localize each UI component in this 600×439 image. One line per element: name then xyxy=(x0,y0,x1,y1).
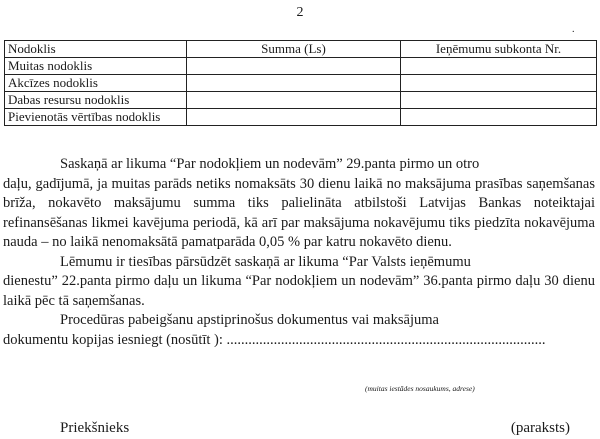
paragraph-late-payment xyxy=(3,155,595,253)
table-row xyxy=(5,58,597,75)
paragraph-first-line: Procedūras pabeigšanu apstiprinošus dokumentus vai maksājuma xyxy=(60,312,439,328)
tax-table xyxy=(4,40,597,126)
header-tax: Nodoklis xyxy=(5,41,187,58)
address-caption: (muitas iestādes nosaukums, adrese) xyxy=(365,384,475,393)
tax-table-header xyxy=(5,41,597,58)
paragraph-appeal xyxy=(3,253,595,312)
subaccount-cell[interactable] xyxy=(401,58,597,75)
signature-row xyxy=(60,420,570,437)
submit-documents-text: dokumentu kopijas iesniegt (nosūtīt ): xyxy=(3,331,223,348)
amount-cell[interactable] xyxy=(187,58,401,75)
signature-label: (paraksts) xyxy=(510,420,570,436)
header-amount: Summa (Ls) xyxy=(187,41,401,58)
tax-name: Akcīzes nodoklis xyxy=(5,75,187,92)
paragraph-first-line: Lēmumu ir tiesības pārsūdzēt saskaņā ar likuma “Par Valsts ieņēmumu xyxy=(60,253,471,270)
subaccount-cell[interactable] xyxy=(401,109,597,126)
signatory-title: Priekšnieks xyxy=(60,420,130,436)
table-row xyxy=(5,109,597,126)
address-fill-line[interactable]: ........................................................................................ xyxy=(226,331,546,348)
amount-cell[interactable] xyxy=(187,92,401,109)
amount-cell[interactable] xyxy=(187,75,401,92)
page-number: 2 xyxy=(296,5,304,20)
header-subaccount: Ieņēmumu subkonta Nr. xyxy=(401,41,597,58)
corner-mark: . xyxy=(572,24,575,35)
table-row xyxy=(5,75,597,92)
subaccount-cell[interactable] xyxy=(401,75,597,92)
paragraph-documents xyxy=(3,311,595,350)
tax-name: Pievienotās vērtības nodoklis xyxy=(5,109,187,126)
amount-cell[interactable] xyxy=(187,109,401,126)
paragraph-continuation: dienestu” 22.panta pirmo daļu un likuma “Par nodokļiem un nodevām” 36.panta pirmo daļu 30 dienu laikā pēc tā saņemšanas. xyxy=(3,273,595,309)
subaccount-cell[interactable] xyxy=(401,92,597,109)
table-row xyxy=(5,92,597,109)
paragraph-continuation xyxy=(3,331,595,351)
paragraph-first-line: Saskaņā ar likuma “Par nodokļiem un nodevām” 29.panta pirmo un otro xyxy=(60,156,480,172)
body-text xyxy=(3,155,595,350)
tax-name: Dabas resursu nodoklis xyxy=(5,92,187,109)
paragraph-continuation: daļu, gadījumā, ja muitas parāds netiks nomaksāts 30 dienu laikā no maksājuma prasības saņemšanas brīža, nokavēto maksājumu summa tiks palielināta atbilstoši Latvijas Bankas noteiktajai refinansēšanas likmei kavējuma periodā, kā arī par maksājuma nokavējumu tiks piedzīta nokavējuma nauda – no laikā nenomaksātā pamatparāda 0,05 % par katru nokavēto dienu. xyxy=(3,175,595,250)
tax-name: Muitas nodoklis xyxy=(5,58,187,75)
